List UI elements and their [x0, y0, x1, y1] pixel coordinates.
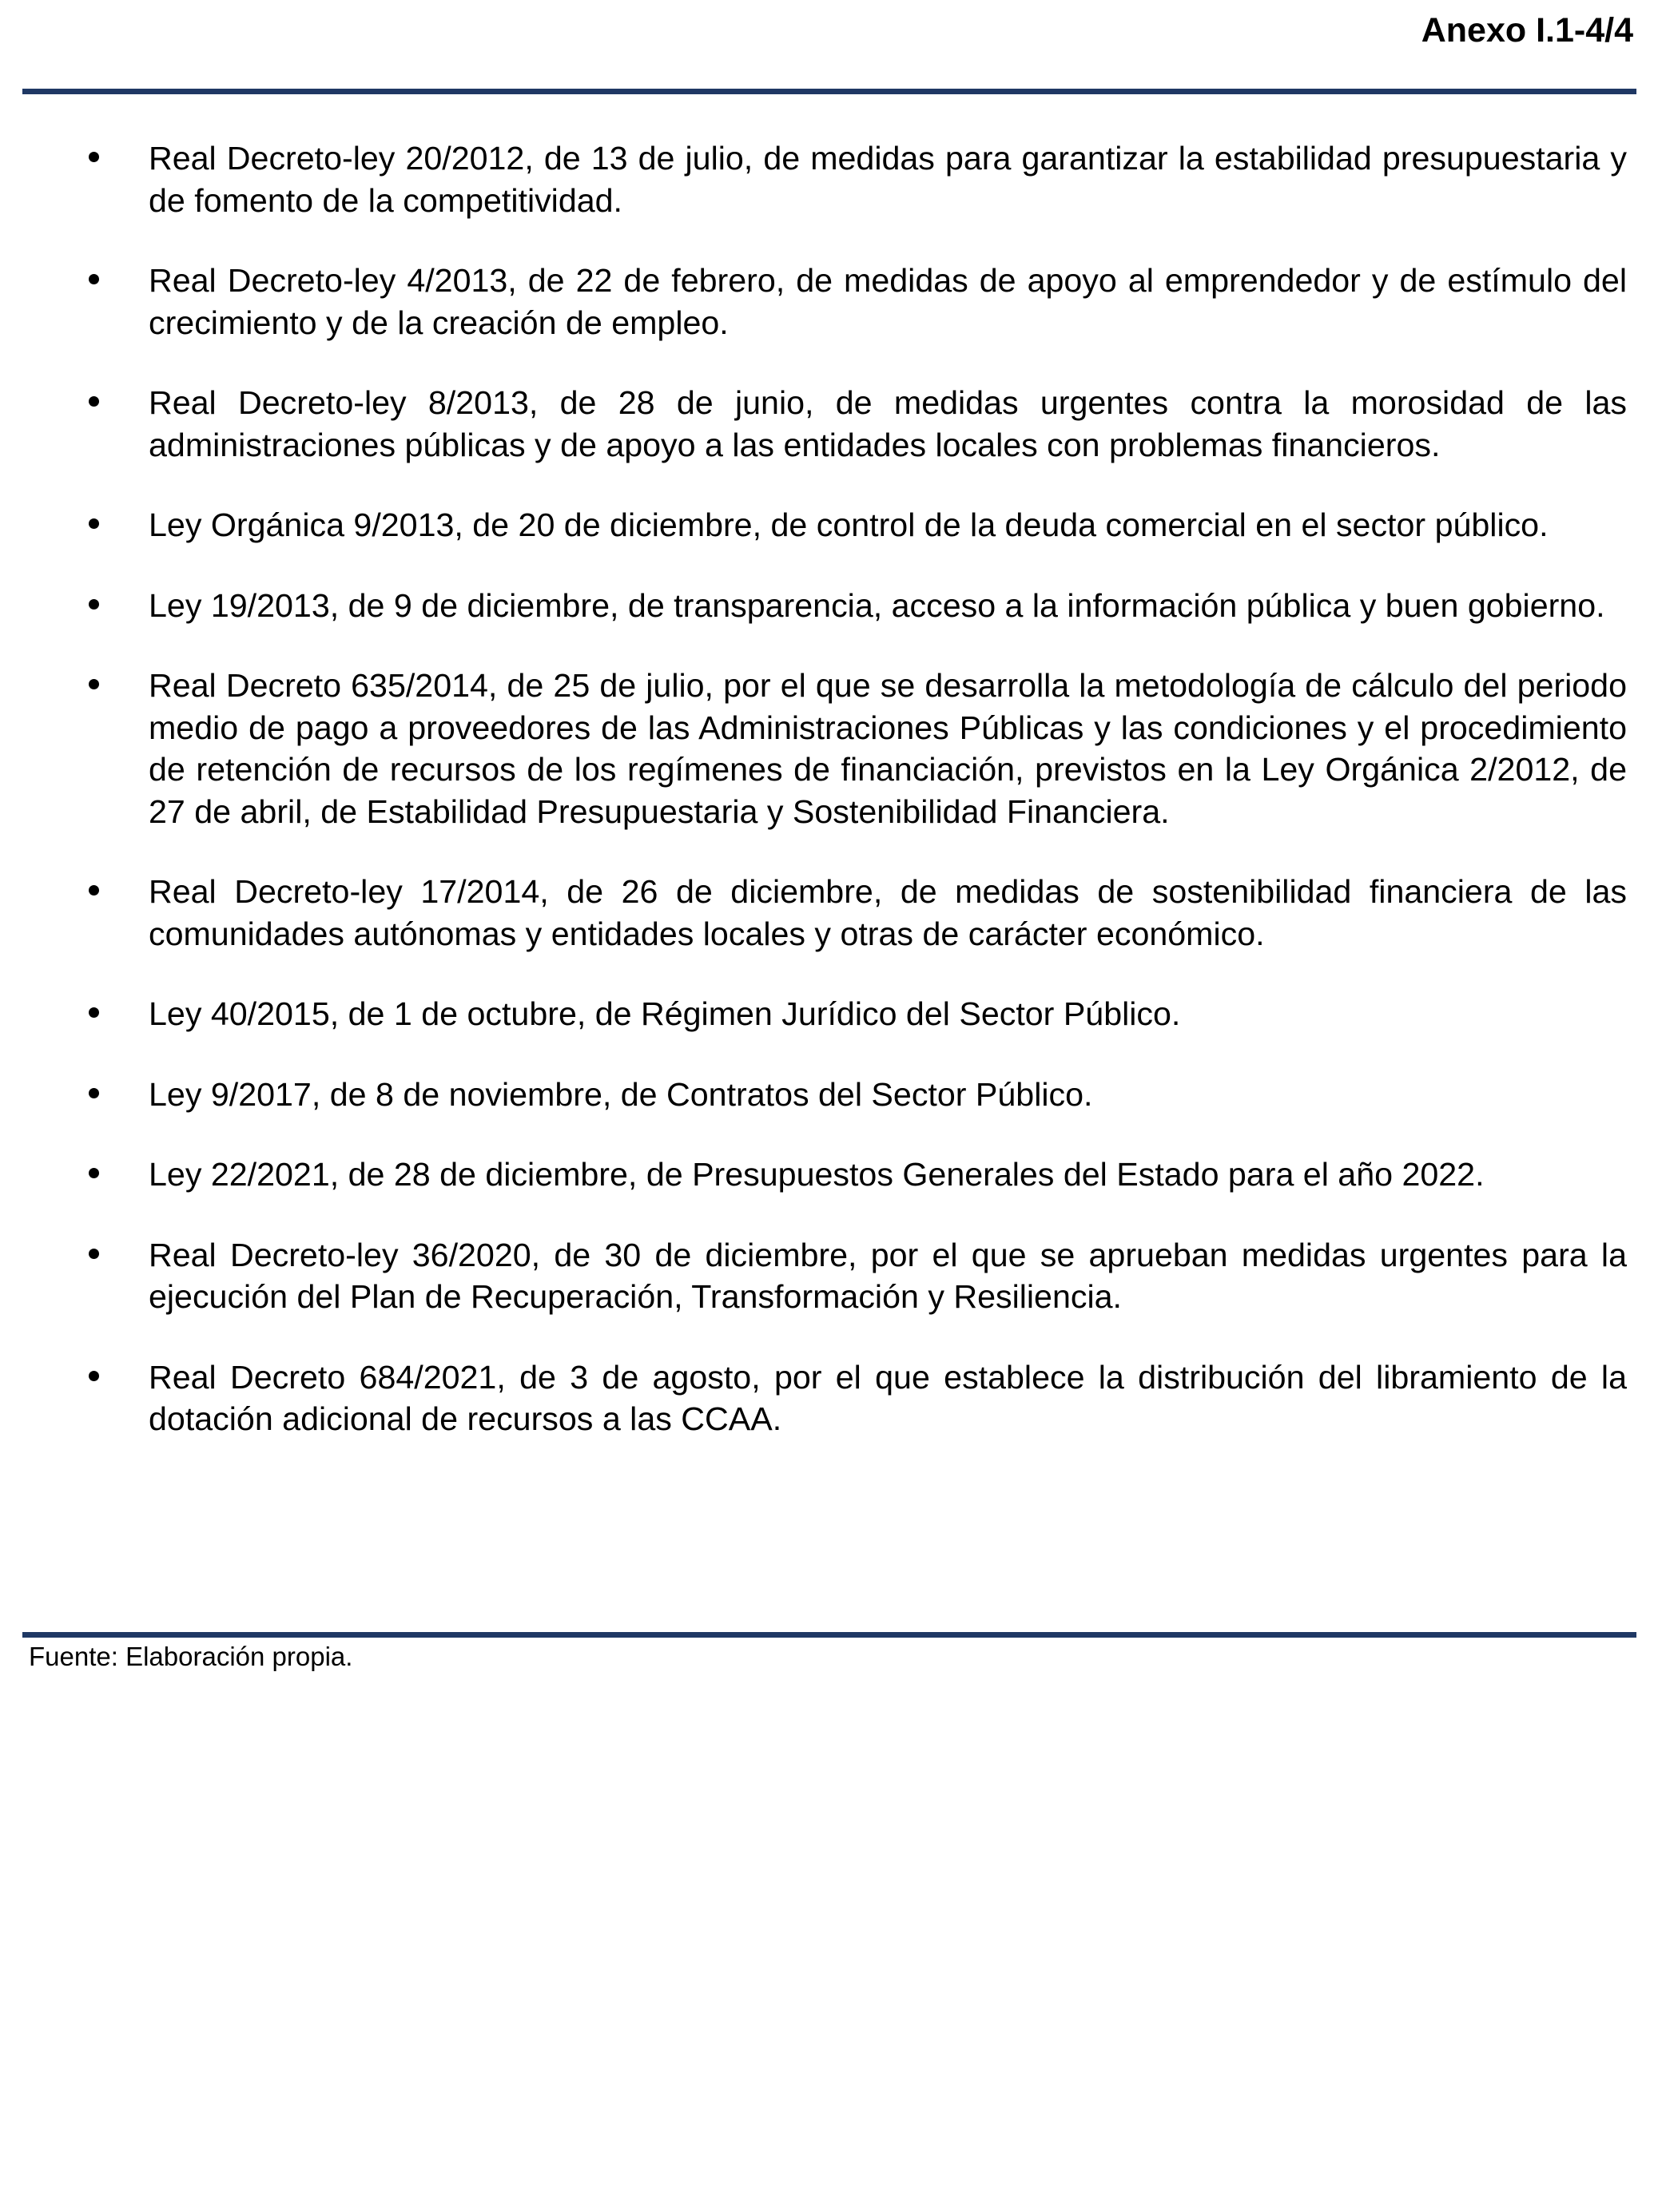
list-item-text: Real Decreto-ley 20/2012, de 13 de julio, de medidas para garantizar la estabilidad presupuestaria y de fomento de la competitividad.	[149, 140, 1627, 219]
list-item-text: Real Decreto-ley 36/2020, de 30 de diciembre, por el que se aprueban medidas urgentes para la ejecución del Plan de Recuperación, Transformación y Resiliencia.	[149, 1236, 1627, 1315]
bullet-icon	[89, 1249, 99, 1259]
list-item	[0, 504, 1662, 546]
list-item	[0, 993, 1662, 1035]
list-item	[0, 585, 1662, 627]
list-item-text: Real Decreto-ley 4/2013, de 22 de febrero, de medidas de apoyo al emprendedor y de estímulo del crecimiento y de la creación de empleo.	[149, 262, 1627, 341]
list-item-text: Ley 22/2021, de 28 de diciembre, de Presupuestos Generales del Estado para el año 2022.	[149, 1156, 1485, 1193]
bullet-icon	[89, 1007, 99, 1018]
list-item-text: Ley 19/2013, de 9 de diciembre, de transparencia, acceso a la información pública y buen gobierno.	[149, 586, 1605, 624]
list-item	[0, 1356, 1662, 1440]
list-item-text: Real Decreto-ley 8/2013, de 28 de junio, de medidas urgentes contra la morosidad de las administraciones públicas y de apoyo a las entidades locales con problemas financieros.	[149, 384, 1627, 463]
bullet-icon	[89, 1088, 99, 1098]
bullet-icon	[89, 1168, 99, 1178]
annex-label: Anexo I.1-4/4	[1421, 11, 1633, 50]
list-item-text: Real Decreto 684/2021, de 3 de agosto, por el que establece la distribución del libramiento de la dotación adicional de recursos a las CCAA.	[149, 1358, 1627, 1437]
bullet-icon	[89, 885, 99, 896]
source-note: Fuente: Elaboración propia.	[29, 1642, 353, 1671]
bullet-icon	[89, 274, 99, 284]
bullet-icon	[89, 152, 99, 162]
list-item	[0, 1234, 1662, 1318]
top-divider	[22, 89, 1636, 94]
list-item	[0, 1154, 1662, 1196]
list-item	[0, 665, 1662, 832]
list-item-text: Real Decreto 635/2014, de 25 de julio, por el que se desarrolla la metodología de cálculo del periodo medio de pago a proveedores de las Administraciones Públicas y las condiciones y el procedimiento de retención de recursos de los regímenes de financiación, previstos en la Ley Orgánica 2/2012, de 27 de abril, de Estabilidad Presupuestaria y Sostenibilidad Financiera.	[149, 667, 1627, 830]
list-item	[0, 260, 1662, 344]
legislation-list	[0, 137, 1662, 1479]
bullet-icon	[89, 396, 99, 407]
bullet-icon	[89, 599, 99, 610]
list-item-text: Ley Orgánica 9/2013, de 20 de diciembre, de control de la deuda comercial en el sector público.	[149, 506, 1549, 543]
list-item	[0, 1074, 1662, 1116]
list-item-text: Ley 9/2017, de 8 de noviembre, de Contratos del Sector Público.	[149, 1075, 1093, 1113]
list-item-text: Ley 40/2015, de 1 de octubre, de Régimen Jurídico del Sector Público.	[149, 995, 1181, 1032]
list-item	[0, 137, 1662, 221]
bullet-icon	[89, 518, 99, 529]
bottom-divider	[22, 1632, 1636, 1638]
list-item	[0, 871, 1662, 955]
list-item-text: Real Decreto-ley 17/2014, de 26 de diciembre, de medidas de sostenibilidad financiera de las comunidades autónomas y entidades locales y otras de carácter económico.	[149, 873, 1627, 952]
list-item	[0, 382, 1662, 466]
bullet-icon	[89, 1371, 99, 1381]
bullet-icon	[89, 679, 99, 689]
